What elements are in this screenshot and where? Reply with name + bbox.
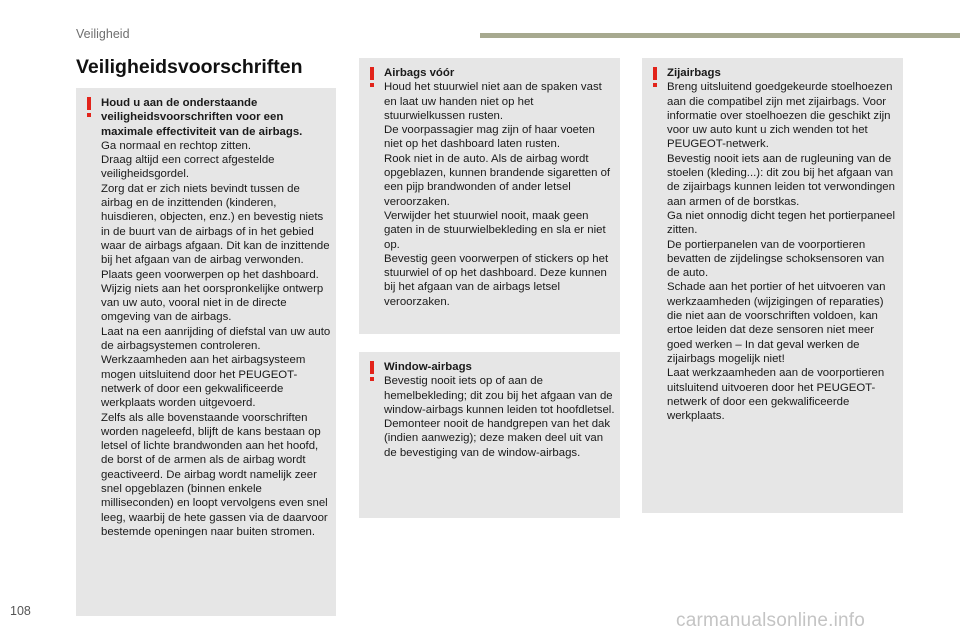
front-airbags-warning-box — [359, 58, 620, 334]
warning-title: Airbags vóór — [384, 67, 455, 79]
exclamation-warning-icon-dot — [87, 113, 91, 117]
window-airbags-warning-box — [359, 352, 620, 518]
warning-title: Zijairbags — [667, 67, 721, 79]
warning-title: Houd u aan de onderstaande veiligheidsvoorschriften voor een maximale effectiviteit van de airbags. — [101, 97, 303, 138]
side-airbags-warning-box — [642, 58, 903, 513]
exclamation-warning-icon — [87, 97, 91, 110]
warning-body: Houd het stuurwiel niet aan de spaken vast en laat uw handen niet op het stuurwielkussen rusten. De voorpassagier mag zijn of haar voeten niet op het dashboard laten rusten. Rook niet in de auto. Als de airbag wordt opgeblazen, kunnen brandende sigaretten of een pijp brandwonden of ander letsel veroorzaken. Verwijder het stuurwiel nooit, maak geen gaten in de stuurwielbekleding en sla er niet op. Bevestig geen voorwerpen of stickers op het stuurwiel of op het dashboard. Deze kunnen bij het afgaan van de airbags letsel veroorzaken. — [384, 81, 611, 308]
section-label: Veiligheid — [76, 27, 130, 41]
page-number: 108 — [10, 604, 31, 618]
header-bar — [480, 33, 960, 38]
general-airbag-warning-box — [76, 88, 336, 616]
exclamation-warning-icon-dot — [370, 377, 374, 381]
exclamation-warning-icon — [370, 67, 374, 80]
warning-body: Ga normaal en rechtop zitten. Draag altijd een correct afgestelde veiligheidsgordel. Zorg dat er zich niets bevindt tussen de airbag en de inzittenden (kinderen, huisdieren, objecten, enz.) en bevestig niets in de buurt van de airbags of in het gebied waar de airbags afgaan. Dit kan de inzittende bij het afgaan van de airbag verwonden. Plaats geen voorwerpen op het dashboard. Wijzig niets aan het oorspronkelijke ontwerp van uw auto, vooral niet in de directe omgeving van de airbags. Laat na een aanrijding of diefstal van uw auto de airbagsystemen controleren. Werkzaamheden aan het airbagsysteem mogen uitsluitend door het PEUGEOT-netwerk of door een gekwalificeerde werkplaats worden uitgevoerd. Zelfs als alle bovenstaande voorschriften worden nageleefd, blijft de kans bestaan op letsel of lichte brandwonden aan het hoofd, de borst of de armen als de airbag wordt geactiveerd. De airbag wordt namelijk zeer snel opgeblazen (binnen enkele milliseconden) en loopt vervolgens even snel leeg, waarbij de hete gassen via de daarvoor bestemde openingen naar buiten stromen. — [101, 139, 331, 538]
warning-title: Window-airbags — [384, 361, 472, 373]
warning-body: Breng uitsluitend goedgekeurde stoelhoezen aan die compatibel zijn met zijairbags. Voor informatie over stoelhoezen die geschikt zijn voor uw auto kunt u zich wenden tot het PEUGEOT-netwerk. Bevestig nooit iets aan de rugleuning van de stoelen (kleding...): dit zou bij het afgaan van de zijairbags kunnen leiden tot verwondingen aan armen of de borstkas. Ga niet onnodig dicht tegen het portierpaneel zitten. De portierpanelen van de voorportieren bevatten de zijdelingse schoksensoren van de auto. Schade aan het portier of het uitvoeren van werkzaamheden (wijzigingen of reparaties) die niet aan de voorschriften voldoen, kan ertoe leiden dat deze sensoren niet meer goed werken – In dat geval werken de zijairbags mogelijk niet! Laat werkzaamheden aan de voorportieren uitsluitend uitvoeren door het PEUGEOT-netwerk of door een gekwalificeerde werkplaats. — [667, 81, 895, 423]
exclamation-warning-icon-dot — [653, 83, 657, 87]
warning-body: Bevestig nooit iets op of aan de hemelbekleding; dit zou bij het afgaan van de window-airbags kunnen leiden tot hoofdletsel. Demonteer nooit de handgrepen van het dak (indien aanwezig); deze maken deel uit van de bevestiging van de window-airbags. — [384, 375, 615, 459]
page-title: Veiligheidsvoorschriften — [76, 56, 303, 78]
exclamation-warning-icon — [653, 67, 657, 80]
watermark: carmanualsonline.info — [676, 610, 866, 631]
exclamation-warning-icon — [370, 361, 374, 374]
exclamation-warning-icon-dot — [370, 83, 374, 87]
